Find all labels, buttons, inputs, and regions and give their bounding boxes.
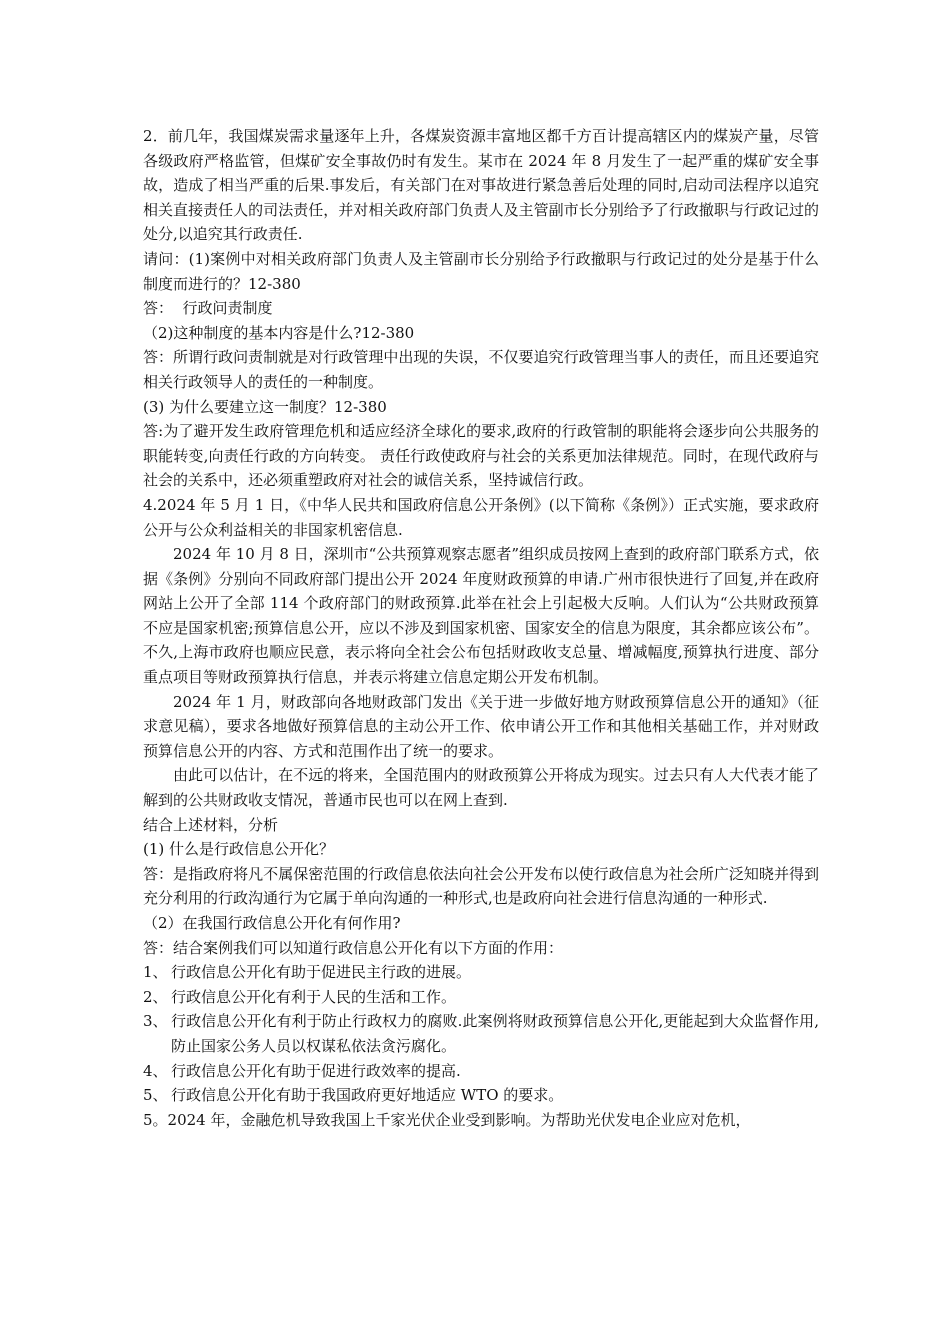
q4-analysis-prompt: 结合上述材料，分析 <box>143 815 279 834</box>
list-item-text: 行政信息公开化有利于防止行政权力的腐败.此案例将财政预算信息公开化,更能起到大众监督作用,防止国家公务人员以权谋私依法贪污腐化。 <box>171 1012 819 1055</box>
q4-question-2: （2）在我国行政信息公开化有何作用? <box>143 914 401 932</box>
list-item <box>143 985 819 1010</box>
q2-question-3: (3) 为什么要建立这一制度？12-380 <box>143 397 387 416</box>
document-page <box>143 124 819 1132</box>
q4-paragraph-3: 由此可以估计，在不远的将来，全国范围内的财政预算公开将成为现实。过去只有人大代表才能了解到的公共财政收支情况，普通市民也可以在网上查到. <box>143 766 819 810</box>
list-item <box>143 1059 819 1084</box>
q4-intro: 4.2024 年 5 月 1 日，《中华人民共和国政府信息公开条例》(以下简称《条例》）正式实施，要求政府公开与公众利益相关的非国家机密信息. <box>143 495 819 539</box>
q2-answer-2: 答：所谓行政问责制就是对行政管理中出现的失误，不仅要追究行政管理当事人的责任，而且还要追究相关行政领导人的责任的一种制度。 <box>143 348 819 391</box>
list-item-text: 行政信息公开化有助于促进行政效率的提高. <box>171 1061 461 1080</box>
q4-answer-2: 答：结合案例我们可以知道行政信息公开化有以下方面的作用： <box>143 938 564 957</box>
q2-answer-1: 答： 行政问责制度 <box>143 299 273 318</box>
list-item-text: 行政信息公开化有利于人民的生活和工作。 <box>171 987 457 1006</box>
list-item-number: 5、 <box>143 1086 168 1105</box>
q4-paragraph-1: 2024 年 10 月 8 日，深圳市“公共预算观察志愿者”组织成员按网上查到的政府部门联系方式，依据《条例》分别向不同政府部门提出公开 2024 年度财政预算的申请.广州市很快进行了回复,并在政府网站上公开了全部 114 个政府部门的财政预算.此举在社会上引起极大反响。人们认为“公共财政预算不应是国家机密;预算信息公开，应以不涉及到国家机密、国家安全的信息为限度，其余都应该公布”。不久,上海市政府也顺应民意，表示将向全社会公布包括财政收支总量、增减幅度,预算执行进度、部分重点项目等财政预算执行信息，并表示将建立信息定期公开发布机制。 <box>143 545 819 687</box>
q4-answer-1: 答：是指政府将凡不属保密范围的行政信息依法向社会公开发布以使行政信息为社会所广泛知晓并得到充分利用的行政沟通行为它属于单向沟通的一种形式,也是政府向社会进行信息沟通的一种形式. <box>143 864 819 908</box>
list-item-number: 1、 <box>143 963 168 982</box>
q2-answer-3: 答:为了避开发生政府管理危机和适应经济全球化的要求,政府的行政管制的职能将会逐步向公共服务的职能转变,向责任行政的方向转变。 责任行政使政府与社会的关系更加法律规范。同时，在现代政府与社会的关系中，还必须重塑政府对社会的诚信关系，坚持诚信行政。 <box>143 422 819 490</box>
list-item <box>143 1083 819 1108</box>
function-list <box>143 960 819 1108</box>
list-item <box>143 1009 819 1058</box>
list-item <box>143 960 819 985</box>
q2-question-1: 请问：(1)案例中对相关政府部门负责人及主管副市长分别给予行政撤职与行政记过的处分是基于什么制度而进行的？12-380 <box>143 249 819 293</box>
q4-question-1: (1) 什么是行政信息公开化？ <box>143 840 335 859</box>
list-item-number: 2、 <box>143 987 168 1006</box>
list-item-number: 4、 <box>143 1061 168 1080</box>
list-item-text: 行政信息公开化有助于我国政府更好地适应 WTO 的要求。 <box>171 1086 564 1105</box>
q5-intro: 5。2024 年，金融危机导致我国上千家光伏企业受到影响。为帮助光伏发电企业应对危机， <box>143 1110 751 1129</box>
q2-question-2: （2)这种制度的基本内容是什么?12-380 <box>143 323 415 342</box>
q2-intro: 2．前几年，我国煤炭需求量逐年上升，各煤炭资源丰富地区都千方百计提高辖区内的煤炭产量，尽管各级政府严格监管，但煤矿安全事故仍时有发生。某市在 2024 年 8 月发生了一起严重的煤矿安全事故，造成了相当严重的后果.事发后，有关部门在对事故进行紧急善后处理的同时,启动司法程序以追究相关直接责任人的司法责任，并对相关政府部门负责人及主管副市长分别给予了行政撤职与行政记过的处分,以追究其行政责任. <box>143 127 819 244</box>
q4-paragraph-2: 2024 年 1 月，财政部向各地财政部门发出《关于进一步做好地方财政预算信息公开的通知》（征求意见稿），要求各地做好预算信息的主动公开工作、依申请公开工作和其他相关基础工作，并对财政预算信息公开的内容、方式和范围作出了统一的要求。 <box>143 692 819 760</box>
list-item-number: 3、 <box>143 1012 168 1031</box>
list-item-text: 行政信息公开化有助于促进民主行政的进展。 <box>171 963 472 982</box>
